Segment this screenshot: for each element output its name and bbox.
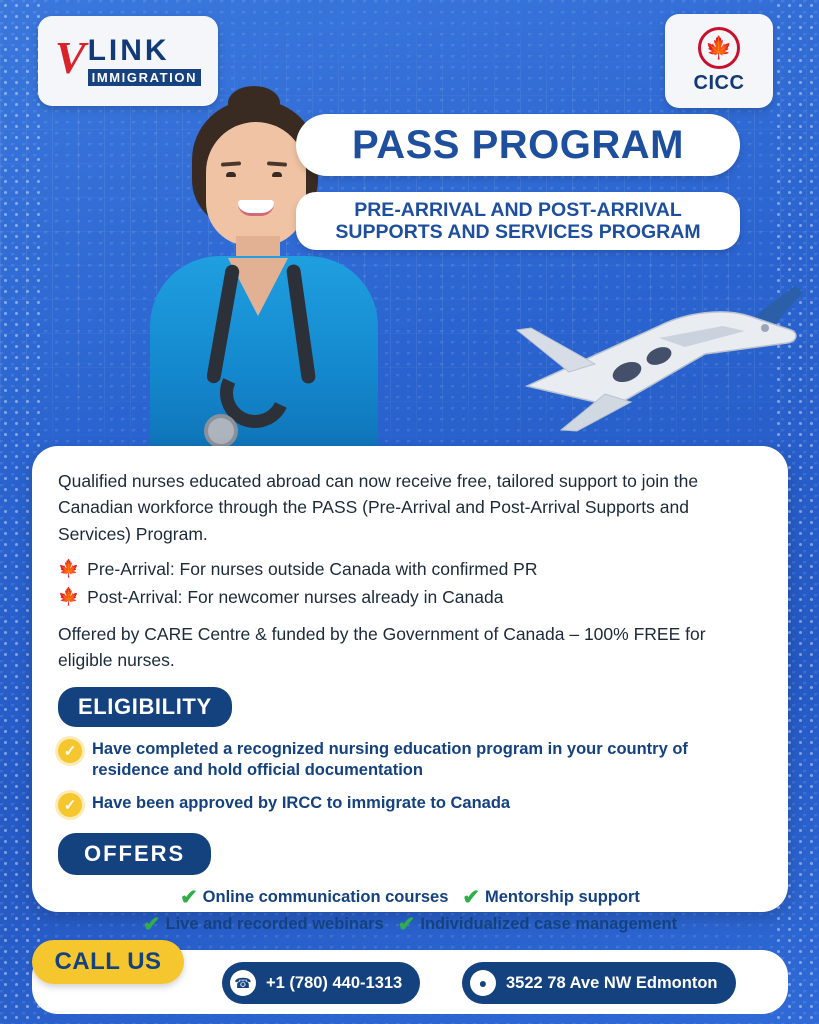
address-text: 3522 78 Ave NW Edmonton bbox=[506, 973, 718, 992]
offers-list bbox=[58, 887, 762, 935]
page-subtitle bbox=[296, 192, 740, 250]
call-us-badge bbox=[32, 940, 184, 984]
airplane-illustration bbox=[509, 268, 809, 458]
check-icon: ✔ bbox=[462, 886, 481, 910]
brand-logo bbox=[38, 16, 218, 106]
maple-leaf-icon: 🍁 bbox=[698, 27, 740, 69]
page-subtitle-line-1: PRE-ARRIVAL AND POST-ARRIVAL bbox=[354, 198, 682, 221]
list-item bbox=[58, 585, 762, 610]
offered-by-paragraph: Offered by CARE Centre & funded by the Government of Canada – 100% FREE for eligible nurses. bbox=[58, 623, 706, 670]
phone-contact[interactable] bbox=[222, 962, 420, 1004]
check-badge-icon: ✓ bbox=[58, 739, 82, 763]
logo-v-mark: V bbox=[54, 32, 86, 83]
check-icon: ✔ bbox=[142, 913, 161, 937]
phone-icon: ☎ bbox=[230, 970, 256, 996]
offer-item-1: Online communication courses bbox=[202, 888, 449, 907]
eligibility-heading: ELIGIBILITY bbox=[58, 687, 232, 727]
list-item bbox=[58, 793, 762, 817]
map-pin-icon: ● bbox=[470, 970, 496, 996]
list-item bbox=[58, 557, 762, 582]
list-item bbox=[180, 887, 448, 908]
check-icon: ✔ bbox=[180, 886, 198, 910]
maple-leaf-icon: 🍁 bbox=[58, 558, 80, 578]
list-item bbox=[58, 739, 762, 781]
cicc-badge bbox=[665, 14, 773, 108]
eligibility-item-2: Have been approved by IRCC to immigrate to Canada bbox=[92, 794, 511, 813]
offer-item-2: Mentorship support bbox=[485, 888, 640, 907]
page-title bbox=[296, 114, 740, 176]
intro-paragraph: Qualified nurses educated abroad can now receive free, tailored support to join the Canadian workforce through the PASS (Pre-Arrival and Post-Arrival Supports and Services) Program. bbox=[58, 471, 699, 544]
offer-item-3: Live and recorded webinars bbox=[165, 915, 384, 934]
address-contact[interactable] bbox=[462, 962, 736, 1004]
logo-subtitle: IMMIGRATION bbox=[88, 69, 201, 86]
post-arrival-text: Post-Arrival: For newcomer nurses already in Canada bbox=[87, 587, 504, 608]
eligibility-item-1: Have completed a recognized nursing education program in your country of residence and hold official documentation bbox=[92, 740, 688, 780]
check-badge-icon: ✓ bbox=[58, 793, 82, 817]
list-item bbox=[462, 887, 640, 908]
list-item bbox=[398, 914, 677, 935]
pre-arrival-text: Pre-Arrival: For nurses outside Canada with confirmed PR bbox=[87, 558, 538, 579]
list-item bbox=[143, 914, 384, 935]
content-card bbox=[32, 446, 788, 937]
check-icon: ✔ bbox=[397, 913, 416, 937]
page-subtitle-line-2: SUPPORTS AND SERVICES PROGRAM bbox=[335, 221, 701, 243]
call-us-label: CALL US bbox=[54, 948, 162, 975]
logo-name: LINK bbox=[87, 34, 170, 67]
offer-item-4: Individualized case management bbox=[420, 915, 678, 934]
phone-number: +1 (780) 440-1313 bbox=[266, 973, 403, 992]
cicc-label: CICC bbox=[693, 72, 745, 94]
offers-heading: OFFERS bbox=[58, 833, 211, 875]
page-title-text: PASS PROGRAM bbox=[352, 122, 684, 167]
maple-leaf-icon: 🍁 bbox=[58, 587, 80, 607]
